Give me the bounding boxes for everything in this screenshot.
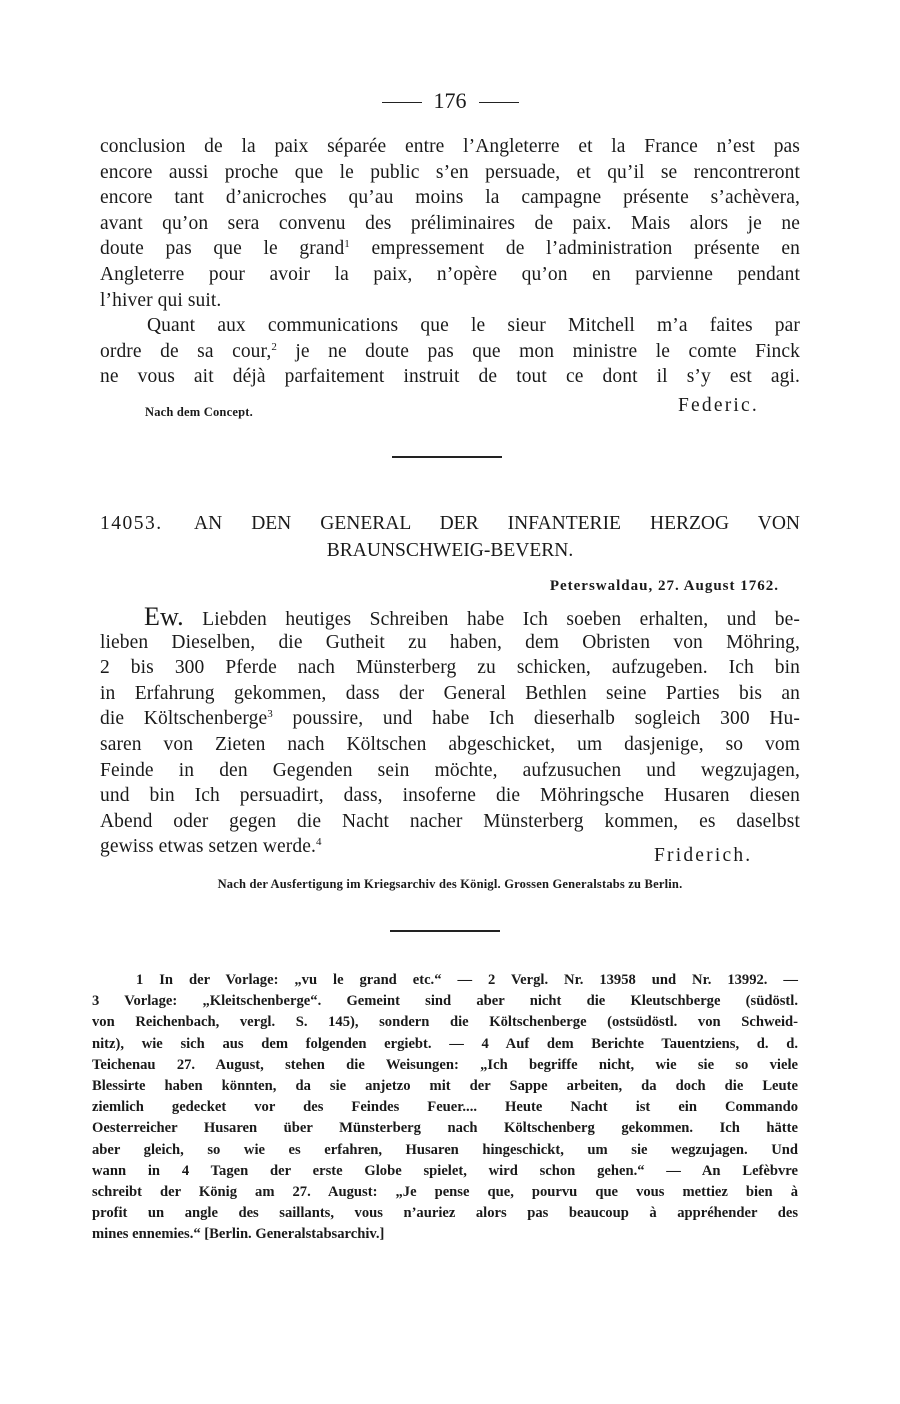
text-line: doute pas que le grand$^1$ empressement de l’administration présente en	[100, 238, 800, 260]
letter-title-line-1: AN DEN GENERAL DER INFANTERIE HERZOG VON	[194, 513, 800, 534]
text-line: encore tant d’anicroches qu’au moins la campagne présente s’achèvera,	[100, 187, 800, 209]
footnote-mark: 1	[344, 238, 350, 251]
page-header	[0, 86, 900, 116]
signature-federic: Federic.	[678, 395, 759, 416]
footnote-line: 1 In der Vorlage: „vu le grand etc.“ — 2 Vergl. Nr. 13958 und Nr. 13992. —	[136, 972, 798, 988]
signature-friderich: Friderich.	[654, 845, 753, 866]
text-line: saren von Zieten nach Költschen abgeschicket, um dasjenige, so vom	[100, 733, 800, 755]
page-number: 176	[433, 88, 467, 113]
footnote-line: mines ennemies.“ [Berlin. Generalstabsarchiv.]	[92, 1226, 385, 1243]
footnote-line: wann in 4 Tagen der erste Globe spielet, wird schon gehen.“ — An Lefèbvre	[92, 1162, 798, 1179]
letter-number: 14053.	[100, 513, 163, 534]
footnote-line: nitz), wie sich aus dem folgenden ergiebt. — 4 Auf dem Berichte Tauentziens, d. d.	[92, 1035, 798, 1052]
text-line: conclusion de la paix séparée entre l’Angleterre et la France n’est pas	[100, 136, 800, 157]
text-line: Abend oder gegen die Nacht nacher Münsterberg kommen, es daselbst	[100, 810, 800, 832]
text-line: gewiss etwas setzen werde.$^4$	[100, 836, 322, 858]
text-line: in Erfahrung gekommen, dass der General Bethlen seine Parties bis an	[100, 682, 800, 704]
footnote-line: von Reichenbach, vergl. S. 145), sondern die Költschenberge (ostsüdöstl. von Schweid-	[92, 1014, 798, 1031]
previous-letter-text	[100, 134, 800, 390]
source-note-ausfertigung: Nach der Ausfertigung im Kriegsarchiv des Königl. Grossen Generalstabs zu Berlin.	[217, 877, 683, 891]
footnote-line: schreibt der König am 27. August: „Je pense que, pourvu que vous mettiez bien à	[92, 1183, 798, 1200]
footnote-line: Teichenau 27. August, stehen die Weisungen: „Ich begriffe nicht, wie sie so viele	[92, 1056, 798, 1073]
text-line: Feinde in den Gegenden sein möchte, aufzusuchen und wegzujagen,	[100, 759, 800, 781]
text-line: encore aussi proche que le public s’en persuade, et qu’il se rencontreront	[100, 161, 800, 183]
section-separator	[392, 456, 502, 458]
footnote-mark: 4	[315, 836, 322, 849]
letter-title-line-2: BRAUNSCHWEIG-BEVERN.	[326, 540, 574, 561]
footnote-mark: 2	[271, 340, 277, 353]
text-line: lieben Dieselben, die Gutheit zu haben, dem Obristen von Möhring,	[100, 631, 800, 653]
footnote-line: Blessirte haben könnten, da sie anjetzo mit der Sappe arbeiten, da doch die Leute	[92, 1077, 798, 1094]
text-line: l’hiver qui suit.	[100, 289, 222, 311]
footnote-line: profit un angle des saillants, vous n’auriez alors pas beaucoup à appréhender des	[92, 1205, 798, 1222]
text-line: Ew. Liebden heutiges Schreiben habe Ich soeben erhalten, und be-	[144, 602, 800, 631]
source-note-concept: Nach dem Concept.	[145, 405, 253, 419]
letter-initial: Ew.	[144, 602, 184, 631]
footnote-line: aber gleich, so wie es erfahren, Husaren hingeschickt, um sie wegzujagen. Und	[92, 1141, 798, 1158]
text-line: 2 bis 300 Pferde nach Münsterberg zu schicken, aufzugeben. Ich bin	[100, 657, 800, 679]
footnotes	[92, 970, 798, 1245]
text-line: ne vous ait déjà parfaitement instruit de tout ce dont il s’y est agi.	[100, 366, 800, 388]
footnote-line: 3 Vorlage: „Kleitschenberge“. Gemeint sind aber nicht die Kleutschberge (südöstl.	[92, 993, 798, 1010]
footnote-line: ziemlich gedecket vor des Feindes Feuer.... Heute Nacht ist ein Commando	[92, 1099, 798, 1116]
text-line: ordre de sa cour,$^2$ je ne doute pas que mon ministre le comte Finck	[100, 340, 800, 362]
footnote-mark: 3	[267, 708, 273, 721]
header-dash-left	[382, 102, 422, 103]
letter-body	[100, 604, 800, 860]
header-dash-right	[479, 102, 519, 103]
text-line: Quant aux communications que le sieur Mitchell m’a faites par	[147, 315, 800, 337]
text-line: avant qu’on sera convenu des préliminaires de paix. Mais alors je ne	[100, 212, 800, 234]
text-line: und bin Ich persuadirt, dass, insoferne die Möhringsche Husaren diesen	[100, 785, 800, 807]
text-line: Angleterre pour avoir la paix, n’opère qu’on en parvienne pendant	[100, 263, 800, 285]
footnote-separator	[390, 930, 500, 932]
footnote-line: Oesterreicher Husaren über Münsterberg nach Költschenberg gekommen. Ich hätte	[92, 1120, 798, 1137]
text-line: die Költschenberge$^3$ poussire, und habe Ich dieserhalb sogleich 300 Hu-	[100, 708, 800, 730]
letter-dateline: Peterswaldau, 27. August 1762.	[549, 578, 779, 594]
